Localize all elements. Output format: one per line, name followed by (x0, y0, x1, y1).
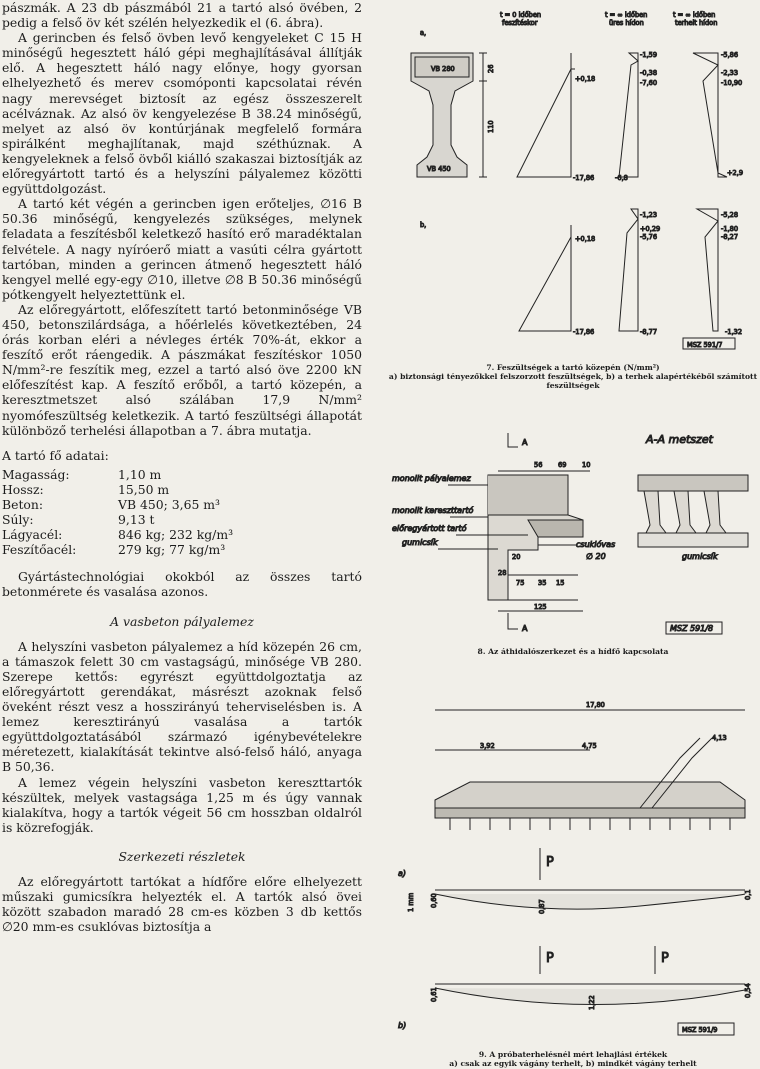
table-value: 846 kg; 232 kg/m³ (118, 527, 234, 543)
paragraph: pászmák. A 23 db pászmából 21 a tartó alsó övében, 2 pedig a felső öv két szélén helyezkedik el (6. ábra). (2, 0, 362, 31)
value-label: -10,90 (721, 79, 743, 87)
figure-9-caption (388, 1050, 758, 1068)
dim-label: 56 (534, 461, 543, 469)
dim-label: 35 (538, 579, 547, 587)
col-header: t = ∞ időben (605, 11, 648, 19)
caption-line: 9. A próbaterhelésnél mért lehajlási értékek (478, 1050, 668, 1059)
label-phi20: ∅ 20 (586, 552, 606, 561)
value-label: -17,86 (573, 328, 595, 336)
value-label: 0,1 (744, 889, 752, 900)
table-value: 9,13 t (118, 512, 155, 528)
paragraph: Az előregyártott, előfeszített tartó betonminősége VB 450, betonszilárdsága, a hőérlelés következtében, 24 órás korban eléri a névleges érték 70%-át, ekkor a feszítő erőt ráengedik. A pászmákat feszítéskor 1050 N/mm²-re feszítik meg, ezzel a tartó alsó öve 2200 kN előfeszítést kap. A feszítő erőből, a tartó közepén, a keresztmetszet alsó szálában 17,9 N/mm² nyomófeszültség keletkezik. A tartó feszültségi állapotát különböző terhelési állapotban a 7. ábra mutatja. (2, 301, 362, 438)
figure-8-caption: 8. Az áthidalószerkezet és a hídfő kapcsolata (477, 647, 669, 656)
dim-label: 69 (558, 461, 567, 469)
aa-section-view (638, 475, 748, 547)
data-table (2, 467, 239, 558)
value-label: 0,61 (430, 987, 438, 1002)
value-label: -2,33 (721, 69, 739, 77)
col-header: t = 0 időben (500, 11, 542, 19)
label-a: a) (398, 869, 407, 878)
dim-label: 17,80 (586, 701, 605, 709)
label-b: b, (420, 221, 427, 229)
dim-label: 125 (534, 603, 547, 611)
value-label: -5,28 (721, 211, 739, 219)
col-header: üres hídon (609, 19, 644, 27)
paragraph: A gerincben és felső övben levő kengyeleket C 15 H minőségű hegesztett háló gépi meghajlításával állítják elő. A hegesztett háló nagy előnye, hogy gyorsan elhelyezhető és merev csomóponti kapcsolatai révén nagy merevséget biztosít az egész összeszerelt acélváznak. Az alsó öv kengyelezése B 38.24 minőségű, melyet az alsó öv kontúrjának megfelelő formára spirálként meghajlítanak, majd széthúznak. A kengyeleknek a felső övből kiálló szakaszai biztosítják az előregyártott tartó és a helyszíni pályalemez közötti együttdolgozást. (2, 30, 362, 197)
label-elore: előregyártott tartó (392, 524, 467, 533)
stress-diagram-a1 (517, 53, 575, 177)
abutment-section (488, 475, 583, 600)
table-row (2, 542, 239, 557)
table-value: VB 450; 3,65 m³ (118, 497, 220, 512)
scale-label: 1 mm (407, 892, 415, 912)
table-row (2, 527, 239, 542)
value-label: -6,8 (615, 174, 628, 182)
value-label: -1,32 (725, 328, 743, 336)
load-label: P (546, 855, 554, 870)
value-label: 0,60 (430, 893, 438, 908)
paragraph: Az előregyártott tartókat a hídfőre előre elhelyezett műszaki gumicsíkra helyezték el. A tartók alsó övei között szabadon maradó 28 cm-es közben 3 db kettős ∅20 mm-es csuklóvas biztosítja a (2, 873, 362, 935)
section-marker: A (522, 438, 528, 447)
value-label: 0,54 (744, 983, 752, 998)
value-label: +0,18 (575, 75, 596, 83)
value-label: -0,38 (640, 69, 658, 77)
dim-label: 110 (487, 120, 495, 133)
stamp-label: MSZ 591/9 (682, 1026, 718, 1034)
table-key: Magasság: (2, 466, 70, 482)
col-header: t = ∞ időben (673, 11, 716, 19)
figure-7-caption (388, 363, 758, 390)
label-gumicsik: gumicsík (402, 538, 438, 547)
col-header: terhelt hídon (675, 19, 718, 27)
figure-8-connection-diagram (388, 425, 758, 645)
value-label: +2,9 (727, 169, 744, 177)
value-label: -5,76 (640, 233, 658, 241)
stress-diagram-b2 (619, 209, 638, 331)
value-label: -1,80 (721, 225, 739, 233)
girder-supports (450, 818, 730, 830)
vb280-label: VB 280 (431, 65, 455, 73)
value-label: -8,77 (640, 328, 658, 336)
table-row (2, 512, 239, 527)
table-row (2, 497, 239, 512)
label-monolit: monolit kereszttartó (392, 506, 474, 515)
label-b: b) (398, 1021, 407, 1030)
dim-label: 10 (582, 461, 591, 469)
figure-7-stress-diagram (405, 5, 755, 349)
value-label: +0,29 (640, 225, 661, 233)
stamp-label: MSZ 591/8 (670, 624, 714, 633)
table-value: 279 kg; 77 kg/m³ (118, 542, 226, 558)
section-marker: A (522, 624, 528, 633)
label-csuklovas: csuklóvas (576, 540, 616, 549)
section-heading: A vasbeton pályalemez (110, 613, 254, 629)
table-key: Hossz: (2, 481, 44, 497)
table-key: Súly: (2, 512, 34, 528)
label-gumicsik: gumicsík (682, 552, 718, 561)
dim-label: 75 (516, 579, 525, 587)
value-label: -1,23 (640, 211, 658, 219)
table-value: 1,10 m (118, 466, 162, 482)
value-label: 0,87 (538, 899, 546, 914)
value-label: -7,60 (640, 79, 658, 87)
value-label: -1,59 (640, 51, 658, 59)
dim-label: 4,13 (712, 734, 727, 742)
caption-line: a) csak az egyik vágány terhelt, b) mindkét vágány terhelt (449, 1059, 697, 1068)
table-key: Beton: (2, 497, 44, 512)
table-key: Lágyacél: (2, 527, 63, 543)
paragraph: A lemez végein helyszíni vasbeton kereszttartók készültek, melyek vastagsága 1,25 m és úgy vannak kialakítva, hogy a tartók végeit 56 cm hosszban oldalról is közrefogják. (2, 774, 362, 835)
figure-9-deflection-diagram (390, 698, 758, 1044)
table-key: Feszítőacél: (2, 542, 77, 558)
dim-label: 4,75 (582, 742, 597, 750)
stamp-label: MSZ 591/7 (687, 341, 723, 349)
stress-diagram-b3 (697, 209, 718, 331)
table-row (2, 467, 239, 482)
paragraph: Gyártástechnológiai okokból az összes tartó betonmérete és vasalása azonos. (2, 569, 362, 600)
stress-diagram-a2 (619, 53, 638, 177)
load-label: P (661, 951, 669, 966)
table-value: 15,50 m (118, 481, 170, 497)
caption-line: a) biztonsági tényezőkkel felszorzott feszültségek, b) a terhek alapértékéből számított feszültségek (388, 372, 758, 390)
paragraph: A helyszíni vasbeton pályalemez a híd közepén 26 cm, a támaszok felett 30 cm vastagságú, minősége VB 280. Szerepe kettős: egyrészt együttdolgoztatja az előregyártott gerendákat, másrészt azoknak felső öveként részt vesz a hosszirányú teherviselésben is. A lemez keresztirányú vasalása a tartók együttdolgoztatásából származó igénybevételekre méretezett, kialakítását tekintve alsó-felső háló, anyaga B 50,36. (2, 638, 362, 775)
dim-label: 26 (487, 64, 495, 73)
dim-label: 3,92 (480, 742, 495, 750)
data-table-title: A tartó fő adatai: (2, 447, 109, 463)
left-column-text (2, 0, 362, 934)
deflection-curve-a (435, 894, 745, 909)
col-header: feszítéskor (502, 19, 538, 27)
dim-label: 20 (512, 553, 521, 561)
value-label: +0,18 (575, 235, 596, 243)
table-row (2, 482, 239, 497)
paragraph: A tartó két végén a gerincben igen erőteljes, ∅16 B 50.36 minőségű, kengyelezés szükséges, melynek feladata a feszítésből keletkező hasító erő maradéktalan felvétele. A nagy nyíróerő miatt a vasúti célra gyártott tartóban, minden a gerincen átmenő hegesztett háló kengyel mellé egy-egy ∅10, illetve ∅8 B 50.36 minőségű pótkengyelt helyeztettünk el. (2, 196, 362, 302)
value-label: 1,22 (588, 995, 596, 1010)
section-heading: Szerkezeti részletek (118, 848, 246, 864)
section-title: A-A metszet (646, 433, 713, 446)
caption-line: 7. Feszültségek a tartó közepén (N/mm²) (486, 363, 660, 372)
load-label: P (546, 951, 554, 966)
value-label: -5,86 (721, 51, 739, 59)
dim-label: 15 (556, 579, 565, 587)
stress-diagram-b1 (519, 225, 571, 331)
vb450-label: VB 450 (427, 165, 451, 173)
dim-label: 28 (498, 569, 507, 577)
value-label: -17,86 (573, 174, 595, 182)
label-a: a, (420, 29, 427, 37)
label-monolit: monolit pályalemez (392, 474, 471, 483)
value-label: -8,27 (721, 233, 739, 241)
